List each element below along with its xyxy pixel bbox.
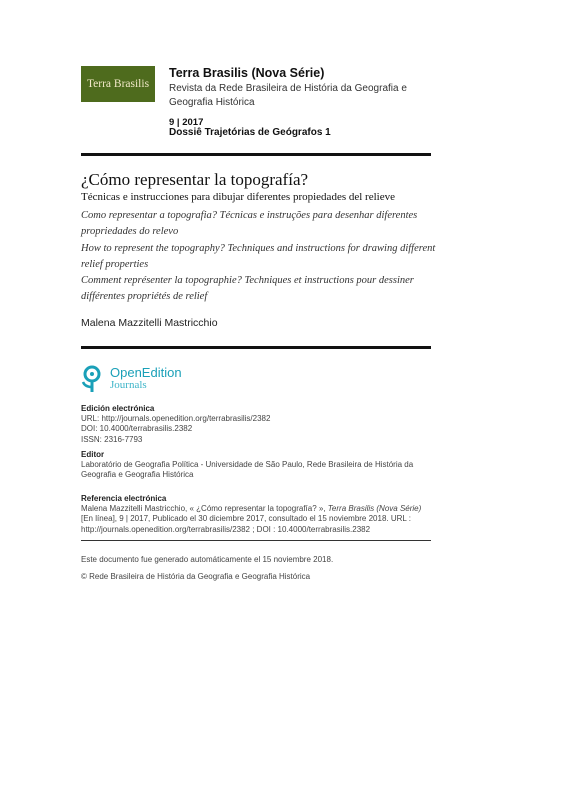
- article-url[interactable]: URL: http://journals.openedition.org/terrabrasilis/2382: [81, 414, 271, 423]
- editor-text: Laboratório de Geografia Política - Universidade de São Paulo, Rede Brasileira de História da Geografia e Geografia Histórica: [81, 460, 414, 480]
- reference-part2: [En línea], 9 | 2017, Publicado el 30 diciembre 2017, consultado el 15 noviembre 2018. URL : http://journals.openedition.org/terrabrasilis/2382 ; DOI : 10.4000/terrabrasilis.2382: [81, 514, 411, 534]
- journal-logo-text: Terra Brasilis: [86, 78, 150, 90]
- generated-note: Este documento fue generado automáticamente el 15 noviembre 2018.: [81, 555, 334, 564]
- article-doi[interactable]: DOI: 10.4000/terrabrasilis.2382: [81, 424, 193, 434]
- issue-number: 9 | 2017: [169, 117, 204, 128]
- editor-heading: Editor: [81, 450, 105, 459]
- electronic-edition-heading: Edición electrónica: [81, 404, 155, 413]
- article-title: ¿Cómo representar la topografía?: [81, 170, 309, 189]
- reference-journal: Terra Brasilis (Nova Série): [327, 504, 422, 513]
- journal-title: Terra Brasilis (Nova Série): [169, 66, 325, 80]
- article-subtitle: Técnicas e instrucciones para dibujar diferentes propiedades del relieve: [81, 191, 395, 203]
- openedition-journals: Journals: [110, 379, 147, 391]
- openedition-logo[interactable]: [80, 364, 182, 394]
- journal-subtitle: Revista da Rede Brasileira de História da Geografia e Geografia Histórica: [169, 83, 407, 108]
- journal-logo: [81, 66, 155, 102]
- journal-issn: ISSN: 2316-7793: [81, 434, 143, 444]
- author-divider: [81, 346, 431, 349]
- alternate-titles: [81, 208, 441, 306]
- reference-heading: Referencia electrónica: [81, 494, 167, 503]
- header-divider: [81, 153, 431, 156]
- alt-title-en: How to represent the topography? Techniques and instructions for drawing different relief properties: [81, 242, 436, 270]
- alt-title-fr: Comment représenter la topographie? Techniques et instructions pour dessiner différentes propriétés de relief: [81, 275, 414, 303]
- reference-text: [81, 504, 435, 535]
- reference-part1: Malena Mazzitelli Mastricchio, « ¿Cómo representar la topografía? »,: [81, 504, 328, 513]
- alt-title-pt: Como representar a topografia? Técnicas e instruções para desenhar diferentes propriedades do relevo: [81, 210, 418, 238]
- reference-divider: [81, 540, 431, 541]
- electronic-edition-details: [81, 414, 435, 445]
- dossier-title: Dossiê Trajetórias de Geógrafos 1: [169, 127, 331, 138]
- copyright-note: © Rede Brasileira de História da Geografia e Geografia Histórica: [81, 572, 311, 581]
- openedition-flower-icon: [80, 365, 104, 393]
- openedition-name: OpenEdition: [110, 365, 182, 380]
- article-author: Malena Mazzitelli Mastricchio: [81, 317, 218, 329]
